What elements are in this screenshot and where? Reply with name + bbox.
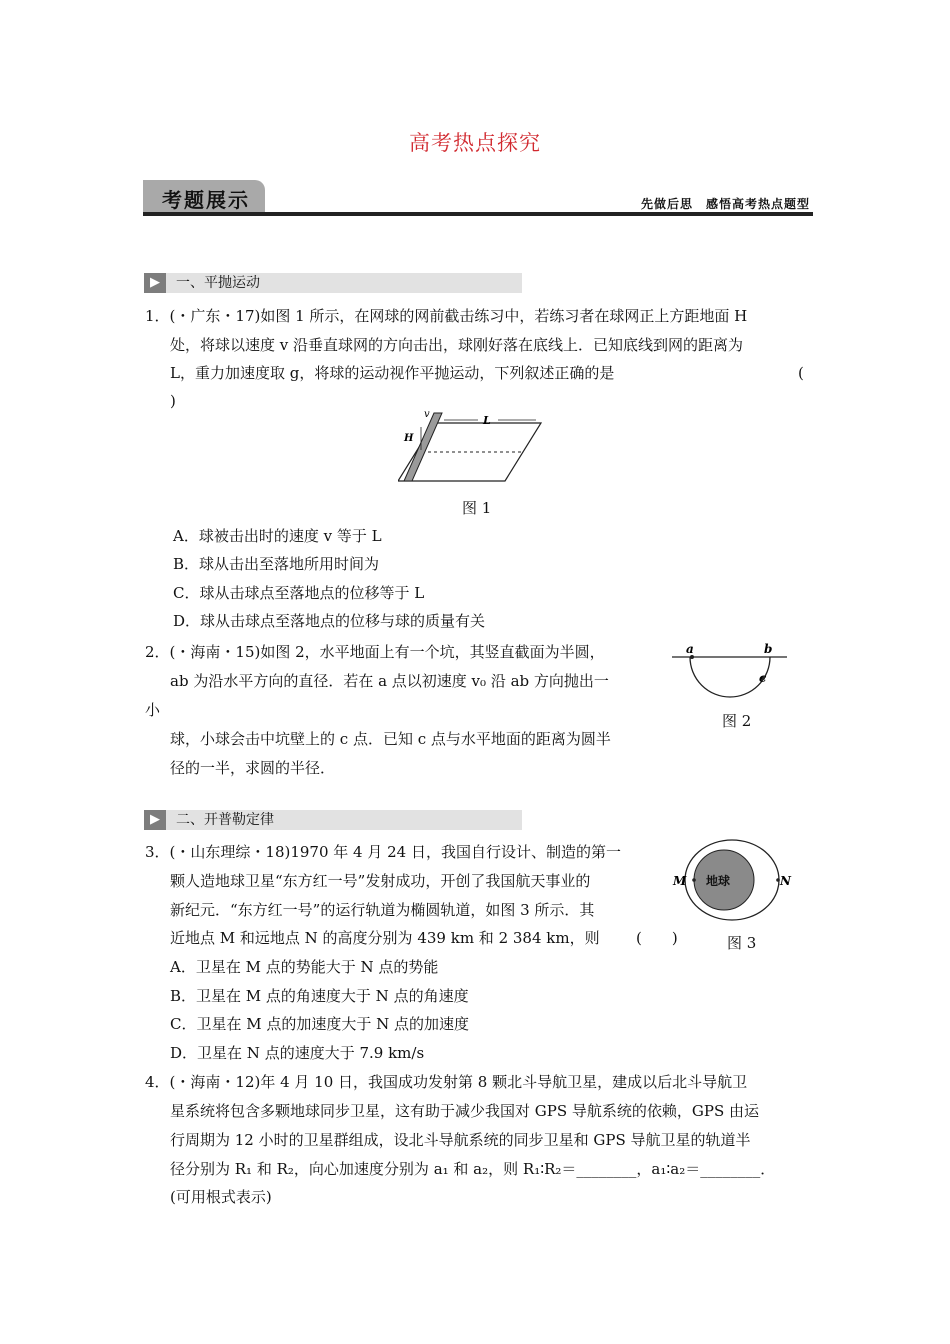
q4-line: 径分别为 R₁ 和 R₂，向心加速度分别为 a₁ 和 a₂，则 R₁∶R₂＝________，a₁∶a₂＝________． <box>170 1160 776 1178</box>
q4-line: 行周期为 12 小时的卫星群组成，设北斗导航系统的同步卫星和 GPS 导航卫星的轨道半 <box>170 1131 751 1149</box>
figure-3-caption: 图 3 <box>727 934 757 952</box>
label-M: M <box>673 874 687 888</box>
q4-line: 4．(・海南・12)年 4 月 10 日，我国成功发射第 8 颗北斗导航卫星，建成以后北斗导航卫 <box>145 1073 748 1091</box>
label-earth: 地球 <box>706 874 731 888</box>
point-M <box>692 878 696 882</box>
q1-option-a: A．球被击出时的速度 v 等于 L <box>173 527 382 545</box>
figure-1-caption: 图 1 <box>462 499 492 517</box>
q2-line: 径的一半，求圆的半径． <box>170 759 336 777</box>
q2-line: 球，小球会击中坑壁上的 c 点．已知 c 点与水平地面的距离为圆半 <box>170 730 611 748</box>
label-b: b <box>764 642 773 656</box>
q3-option-c: C．卫星在 M 点的加速度大于 N 点的加速度 <box>170 1015 470 1033</box>
q1-answer-bracket-open: ( <box>798 364 804 382</box>
banner-subtitle: 先做后思 感悟高考热点题型 <box>640 197 810 211</box>
q1-line: 1．(・广东・17)如图 1 所示，在网球的网前截击练习中，若练习者在球网正上方距地面 H <box>145 307 748 325</box>
label-H: H <box>404 433 414 444</box>
q3-line: 3．(・山东理综・18)1970 年 4 月 24 日，我国自行设计、制造的第一 <box>145 843 621 861</box>
q4-line: 星系统将包含多颗地球同步卫星，这有助于减少我国对 GPS 导航系统的依赖，GPS 由运 <box>170 1102 760 1120</box>
q1-line: L，重力加速度取 g，将球的运动视作平抛运动，下列叙述正确的是 <box>170 364 615 382</box>
section-heading: 二、开普勒定律 <box>176 812 274 828</box>
label-L: L <box>483 414 491 427</box>
q3-line: 新纪元．“东方红一号”的运行轨道为椭圆轨道，如图 3 所示．其 <box>170 901 595 919</box>
play-arrow-icon: ▶ <box>144 273 166 293</box>
play-arrow-icon: ▶ <box>144 810 166 830</box>
q3-line: 近地点 M 和远地点 N 的高度分别为 439 km 和 2 384 km，则 <box>170 929 600 947</box>
label-v: v <box>424 409 430 420</box>
figure-3-orbit <box>672 835 792 925</box>
section-heading: 一、平抛运动 <box>176 275 260 291</box>
q4-line: (可用根式表示) <box>170 1188 272 1206</box>
semicircle-pit <box>690 657 770 697</box>
q3-answer-bracket: ( ) <box>636 929 678 947</box>
q1-option-d: D．球从击球点至落地点的位移与球的质量有关 <box>173 612 486 630</box>
banner-rule <box>143 212 813 216</box>
q2-line: 小 <box>145 701 161 719</box>
q3-option-b: B．卫星在 M 点的角速度大于 N 点的角速度 <box>170 987 469 1005</box>
q1-line: 处，将球以速度 v 沿垂直球网的方向击出，球刚好落在底线上．已知底线到网的距离为 <box>170 336 744 354</box>
label-N: N <box>780 874 791 888</box>
figure-2-pit <box>672 640 787 705</box>
page-title: 高考热点探究 <box>409 131 541 155</box>
q1-answer-bracket-close: ) <box>170 392 176 410</box>
figure-1-tennis-court <box>398 405 548 485</box>
figure-2-caption: 图 2 <box>722 712 752 730</box>
label-c: c <box>759 671 767 685</box>
q3-option-a: A．卫星在 M 点的势能大于 N 点的势能 <box>170 958 439 976</box>
q3-option-d: D．卫星在 N 点的速度大于 7.9 km/s <box>170 1044 425 1062</box>
q3-line: 颗人造地球卫星“东方红一号”发射成功，开创了我国航天事业的 <box>170 872 591 890</box>
q2-line: 2．(・海南・15)如图 2，水平地面上有一个坑，其竖直截面为半圆， <box>145 643 605 661</box>
label-a: a <box>686 642 694 656</box>
net <box>404 413 442 481</box>
banner-label: 考题展示 <box>162 188 250 212</box>
q2-line: ab 为沿水平方向的直径．若在 a 点以初速度 v₀ 沿 ab 方向抛出一 <box>170 672 609 690</box>
q1-option-c: C．球从击球点至落地点的位移等于 L <box>173 584 425 602</box>
q1-option-b: B．球从击出至落地所用时间为 <box>173 555 380 573</box>
